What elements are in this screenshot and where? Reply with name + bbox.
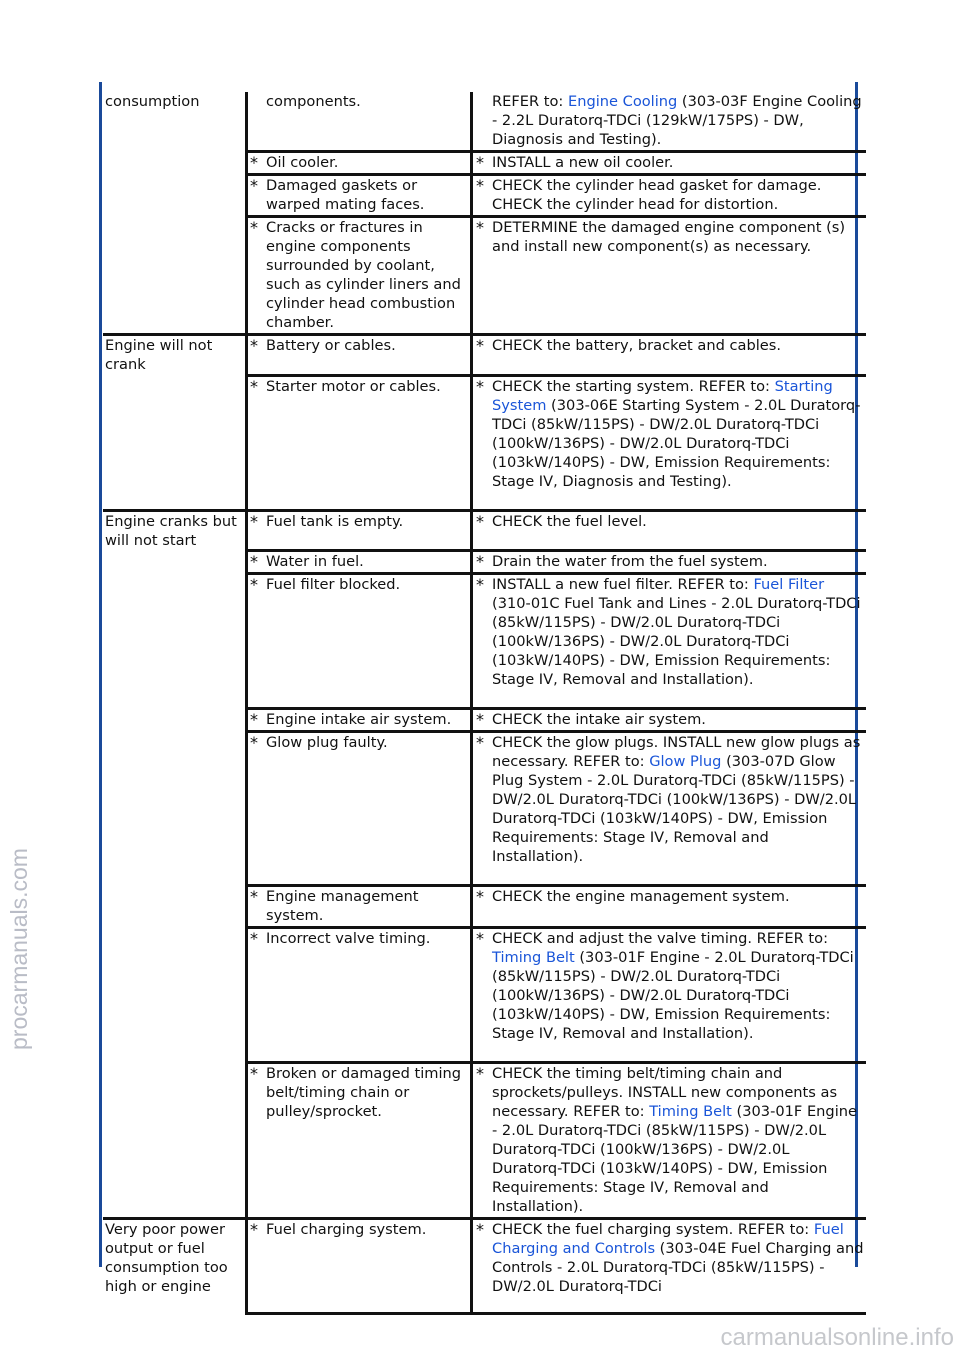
action-text-part: INSTALL a new fuel filter. REFER to:: [492, 576, 754, 593]
action-text-part: CHECK the cylinder head gasket for damage. CHECK the cylinder head for distortion.: [492, 177, 822, 213]
action-text: [492, 575, 864, 689]
action-cell: [472, 335, 867, 376]
bullet-asterisk: *: [250, 552, 258, 571]
bottom-watermark: carmanualsonline.info: [720, 1324, 954, 1351]
action-cell: [472, 551, 867, 574]
action-cell: [472, 375, 867, 510]
action-cell: [472, 510, 867, 551]
action-cell: [472, 92, 867, 152]
cause-text: Engine management system.: [266, 888, 419, 924]
cause-text: Broken or damaged timing belt/timing chain or pulley/sprocket.: [266, 1065, 462, 1120]
bullet-asterisk: *: [476, 1064, 484, 1083]
table-row: [103, 92, 866, 152]
condition-cell: Engine cranks but will not start: [103, 510, 247, 551]
table-row: [103, 510, 866, 551]
action-text: [492, 512, 864, 531]
cause-cell: [247, 217, 472, 335]
table-row: [103, 335, 866, 376]
bullet-asterisk: *: [250, 575, 258, 594]
action-text-part: CHECK the fuel charging system. REFER to:: [492, 1221, 814, 1238]
action-text-part: CHECK and adjust the valve timing. REFER to:: [492, 930, 828, 947]
action-cell: [472, 574, 867, 709]
bullet-asterisk: *: [476, 552, 484, 571]
action-cell: [472, 1063, 867, 1219]
cause-text: Fuel charging system.: [266, 1221, 427, 1238]
table-row: [103, 886, 866, 928]
bullet-asterisk: *: [250, 887, 258, 906]
action-cell: [472, 709, 867, 732]
bullet-asterisk: *: [476, 218, 484, 237]
cause-cell: [247, 375, 472, 510]
cause-text: Damaged gaskets or warped mating faces.: [266, 177, 425, 213]
reference-link[interactable]: Starting System: [492, 377, 833, 414]
table-row: [103, 574, 866, 709]
bullet-asterisk: *: [250, 1220, 258, 1239]
cause-text: components.: [266, 93, 361, 110]
table-row: [103, 152, 866, 175]
condition-cell: Very poor power output or fuel consumption too high or engine: [103, 1219, 247, 1314]
bullet-asterisk: *: [250, 710, 258, 729]
action-text: [492, 1064, 864, 1216]
cause-text: Water in fuel.: [266, 553, 364, 570]
action-text: [492, 929, 864, 1043]
action-text-part: (303-01F Engine - 2.0L Duratorq-TDCi (85kW/115PS) - DW/2.0L Duratorq-TDCi (100kW/136PS) - DW/2.0L Duratorq-TDCi (103kW/140PS) - DW, Emission Requirements: Stage IV, Removal and Installation).: [492, 949, 854, 1042]
action-text-part: CHECK the fuel level.: [492, 512, 647, 530]
action-text: [492, 733, 864, 866]
action-cell: [472, 1219, 867, 1314]
table-row: [103, 375, 866, 510]
action-text: [476, 92, 864, 149]
action-text-part: (303-04E Fuel Charging and Controls - 2.0L Duratorq-TDCi (85kW/115PS) - DW/2.0L Duratorq-TDCi: [492, 1240, 864, 1295]
table-row: [103, 551, 866, 574]
condition-cell: [103, 574, 247, 709]
cause-cell: [247, 551, 472, 574]
action-text: [492, 153, 864, 172]
action-text: [492, 710, 864, 729]
condition-cell: Engine will not crank: [103, 335, 247, 376]
action-text-part: REFER to:: [492, 93, 568, 110]
action-cell: [472, 175, 867, 217]
cause-text: Oil cooler.: [266, 154, 339, 171]
bullet-asterisk: *: [476, 733, 484, 752]
action-text-part: CHECK the timing belt/timing chain and sprockets/pulleys. INSTALL new components as necessary. REFER to:: [492, 1065, 838, 1120]
condition-cell: [103, 175, 247, 217]
bullet-asterisk: *: [476, 710, 484, 729]
diagnosis-table: [103, 92, 866, 1315]
bullet-asterisk: *: [250, 336, 258, 355]
bullet-asterisk: *: [250, 1064, 258, 1083]
bullet-asterisk: *: [250, 153, 258, 172]
action-cell: [472, 732, 867, 886]
action-text: [492, 377, 864, 491]
table-row: [103, 217, 866, 335]
action-text: [492, 218, 864, 256]
action-text-part: CHECK the starting system. REFER to:: [492, 377, 775, 395]
cause-cell: [247, 732, 472, 886]
bullet-asterisk: *: [476, 887, 484, 906]
condition-cell: [103, 375, 247, 510]
left-page-border: [99, 82, 102, 1267]
action-text-part: INSTALL a new oil cooler.: [492, 154, 674, 171]
cause-cell: [247, 928, 472, 1063]
bullet-asterisk: *: [250, 218, 258, 237]
bullet-asterisk: *: [476, 376, 484, 396]
table-row: [103, 928, 866, 1063]
cause-text: Cracks or fractures in engine components surrounded by coolant, such as cylinder liners and cylinder head combustion chamber.: [266, 219, 461, 331]
reference-link[interactable]: Engine Cooling: [567, 93, 678, 110]
action-text-part: (303-07D Glow Plug System - 2.0L Duratorq-TDCi (85kW/115PS) - DW/2.0L Duratorq-TDCi (100kW/136PS) - DW/2.0L Duratorq-TDCi (103kW/140PS) - DW, Emission Requirements: Stage IV, Removal and Installation).: [492, 753, 857, 865]
action-text-part: (310-01C Fuel Tank and Lines - 2.0L Duratorq-TDCi (85kW/115PS) - DW/2.0L Duratorq-TDCi (100kW/136PS) - DW/2.0L Duratorq-TDCi (103kW/140PS) - DW, Emission Requirements: Stage IV, Removal and Installation).: [492, 595, 861, 688]
bullet-asterisk: *: [250, 376, 258, 396]
bullet-asterisk: *: [476, 575, 484, 594]
action-cell: [472, 152, 867, 175]
action-cell: [472, 886, 867, 928]
reference-link[interactable]: Fuel Charging and Controls: [492, 1221, 844, 1257]
cause-cell: [247, 1063, 472, 1219]
cause-cell: [247, 175, 472, 217]
bullet-asterisk: *: [476, 511, 484, 531]
cause-cell: [247, 335, 472, 376]
action-text-part: (303-01F Engine - 2.0L Duratorq-TDCi (85kW/115PS) - DW/2.0L Duratorq-TDCi (100kW/136PS) - DW/2.0L Duratorq-TDCi (103kW/140PS) - DW, Emission Requirements: Stage IV, Removal and Installation).: [492, 1103, 857, 1215]
table-row: [103, 175, 866, 217]
cause-cell: [247, 1219, 472, 1314]
action-text-part: CHECK the glow plugs. INSTALL new glow plugs as necessary. REFER to:: [492, 734, 861, 770]
condition-cell: [103, 551, 247, 574]
bullet-asterisk: *: [476, 153, 484, 172]
condition-cell: consumption: [105, 93, 200, 110]
condition-cell: [103, 928, 247, 1063]
reference-link[interactable]: Fuel Filter: [753, 576, 825, 593]
action-text-part: DETERMINE the damaged engine component (s) and install new component(s) as necessary.: [492, 219, 846, 255]
cause-cell: [247, 886, 472, 928]
reference-link[interactable]: Glow Plug: [649, 753, 722, 770]
cause-text: Fuel filter blocked.: [266, 576, 401, 593]
cause-text: Glow plug faulty.: [266, 734, 388, 751]
table-row: [103, 709, 866, 732]
bullet-asterisk: *: [250, 929, 258, 948]
bullet-asterisk: *: [476, 336, 484, 355]
condition-cell: [103, 217, 247, 335]
table-row: [103, 1063, 866, 1219]
action-cell: [472, 217, 867, 335]
action-text-part: CHECK the battery, bracket and cables.: [492, 337, 782, 354]
action-text-part: Drain the water from the fuel system.: [492, 553, 768, 570]
condition-cell: [103, 1063, 247, 1219]
action-text: [492, 887, 864, 906]
cause-text: Engine intake air system.: [266, 711, 452, 728]
action-text: [492, 336, 864, 355]
action-cell: [472, 928, 867, 1063]
cause-text: Starter motor or cables.: [266, 377, 441, 395]
bullet-asterisk: *: [476, 929, 484, 948]
action-text-part: CHECK the engine management system.: [492, 888, 790, 905]
cause-text: Incorrect valve timing.: [266, 930, 431, 947]
condition-cell: [103, 732, 247, 886]
bullet-asterisk: *: [476, 176, 484, 195]
cause-cell: [247, 92, 472, 152]
cause-cell: [247, 152, 472, 175]
side-watermark: procarmanuals.com: [6, 848, 32, 1050]
cause-cell: [247, 510, 472, 551]
cause-text: Fuel tank is empty.: [266, 512, 404, 530]
table-row: [103, 732, 866, 886]
action-text-part: (303-03F Engine Cooling - 2.2L Duratorq-TDCi (129kW/175PS) - DW, Diagnosis and Testing).: [492, 93, 862, 148]
condition-cell: [103, 886, 247, 928]
reference-link[interactable]: Timing Belt: [492, 949, 575, 966]
table-row: [103, 1219, 866, 1314]
cause-cell: [247, 574, 472, 709]
cause-text: Battery or cables.: [266, 337, 396, 354]
action-text: [492, 1220, 864, 1296]
action-text-part: (303-06E Starting System - 2.0L Duratorq-TDCi (85kW/115PS) - DW/2.0L Duratorq-TDCi (100kW/136PS) - DW/2.0L Duratorq-TDCi (103kW/140PS) - DW, Emission Requirements: Stage IV, Diagnosis and Testing).: [492, 396, 861, 490]
bullet-asterisk: *: [250, 733, 258, 752]
action-text: [492, 176, 864, 214]
reference-link[interactable]: Timing Belt: [649, 1103, 732, 1120]
condition-cell: [103, 152, 247, 175]
cause-cell: [247, 709, 472, 732]
action-text: [492, 552, 864, 571]
condition-cell: [103, 709, 247, 732]
bullet-asterisk: *: [250, 511, 258, 531]
action-text-part: CHECK the intake air system.: [492, 711, 706, 728]
bullet-asterisk: *: [250, 176, 258, 195]
bullet-asterisk: *: [476, 1220, 484, 1239]
